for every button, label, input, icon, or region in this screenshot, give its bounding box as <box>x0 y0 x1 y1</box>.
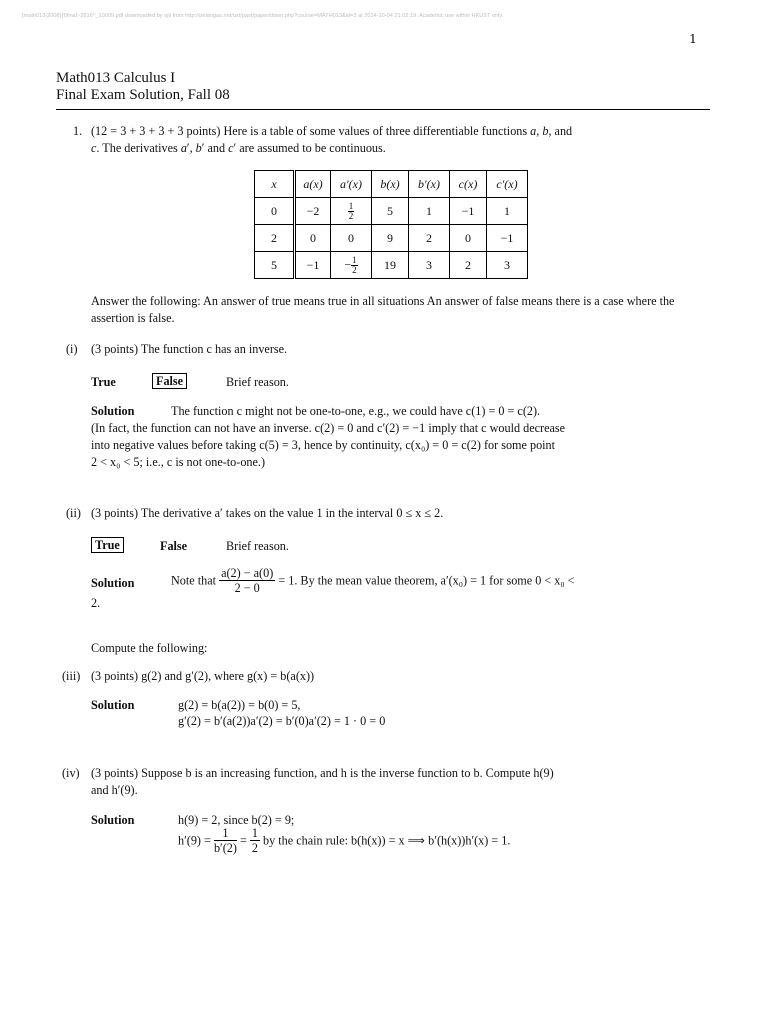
part-i-solution-line: 2 < x₀ < 5; i.e., c is not one-to-one.) <box>91 455 266 469</box>
part-iv-question: (3 points) Suppose b is an increasing function, and h is the inverse function to b. Compute h(9) <box>91 766 554 780</box>
q1-intro-cont: c. The derivatives a′, b′ and c′ are assumed to be continuous. <box>91 141 386 155</box>
table-cell: 1 <box>487 198 528 225</box>
frac-one-half: $\frac{1}{2}$ <box>348 200 354 221</box>
table-cell: 3 <box>409 252 450 279</box>
one-half-fraction: $\frac{1}{2}$ <box>251 826 258 855</box>
part-iv-solution-line: h(9) = 2, since b(2) = 9; <box>178 813 295 827</box>
part-ii-number: (ii) <box>66 506 81 520</box>
exam-title: Final Exam Solution, Fall 08 <box>56 87 230 103</box>
table-cell: 0 <box>255 198 295 225</box>
part-iii-number: (iii) <box>62 669 81 683</box>
table-row <box>255 198 528 225</box>
table-row <box>255 252 528 279</box>
table-cell: 19 <box>372 252 409 279</box>
part-ii-solution-label: Solution <box>91 576 135 590</box>
q1-number: 1. <box>73 124 83 138</box>
course-title: Math013 Calculus I <box>56 70 176 86</box>
table-header-cell: a(x) <box>295 171 331 198</box>
q1-intro-text: Here is a table of some values of three differentiable functions <box>223 124 528 138</box>
table-cell: 3 <box>487 252 528 279</box>
table-cell: 1 <box>409 198 450 225</box>
compute-heading: Compute the following: <box>91 641 208 655</box>
table-header-cell: a′(x) <box>331 171 372 198</box>
table-cell: 0 <box>295 225 331 252</box>
header-rule <box>56 109 710 110</box>
table-cell: 0 <box>450 225 487 252</box>
part-iii-question: (3 points) g(2) and g′(2), where g(x) = b(a(x)) <box>91 669 315 683</box>
part-iv-question-cont: and h′(9). <box>91 783 138 797</box>
table-header-cell: c′(x) <box>487 171 528 198</box>
table-cell: 2 <box>450 252 487 279</box>
part-ii-false-option: False <box>160 539 188 553</box>
values-table <box>254 170 528 279</box>
part-iii-solution-line: g′(2) = b′(a(2))a′(2) = b′(0)a′(2) = 1 · 0 = 0 <box>178 714 386 728</box>
part-i-solution-line: The function c might not be one-to-one, e.g., we could have c(1) = 0 = c(2). <box>171 404 541 418</box>
part-iv-number: (iv) <box>62 766 80 780</box>
part-iv-solution-label: Solution <box>91 813 135 827</box>
table-cell: 0 <box>331 225 372 252</box>
q1-points: (12 = 3 + 3 + 3 + 3 points) <box>91 124 221 138</box>
table-cell: 5 <box>255 252 295 279</box>
part-i-question: (3 points) The function c has an inverse. <box>91 342 288 356</box>
mvt-fraction: $\frac{a(2) - a(0)}{2 - 0}$ <box>221 566 274 595</box>
table-cell: −1 <box>450 198 487 225</box>
part-iv-solution-line: h′(9) = $\frac{1}{b'(2)}$ = $\frac{1}{2}$ by the chain rule: b(h(x)) = x ⟹ b′(h(x))h′(x) = 1. <box>178 826 511 855</box>
part-iii-solution-line: g(2) = b(a(2)) = b(0) = 5, <box>178 698 301 712</box>
table-cell: 2 <box>255 225 295 252</box>
table-cell: 2 <box>409 225 450 252</box>
table-header-cell: b(x) <box>372 171 409 198</box>
table-cell <box>331 198 372 225</box>
part-i-solution-line: (In fact, the function can not have an inverse. c(2) = 0 and c′(2) = −1 imply that c would decrease <box>91 421 566 435</box>
table-cell: 5 <box>372 198 409 225</box>
part-ii-solution-line: Note that $\frac{a(2) - a(0)}{2 - 0}$ = 1. By the mean value theorem, a′(x₀) = 1 for some 0 < x₀ < <box>171 566 575 595</box>
part-i-true-option: True <box>91 375 116 389</box>
table-cell: −1 <box>487 225 528 252</box>
part-ii-question: (3 points) The derivative a′ takes on the value 1 in the interval 0 ≤ x ≤ 2. <box>91 506 444 520</box>
part-ii-true-option-selected: True <box>91 537 124 554</box>
part-i-solution-line: into negative values before taking c(5) = 3, hence by continuity, c(x₀) = 0 = c(2) for some point <box>91 438 556 452</box>
part-ii-solution-wrap: 2. <box>91 596 101 610</box>
part-i-false-option-selected: False <box>152 373 187 390</box>
frac-one-half: $\frac{1}{2}$ <box>352 254 357 275</box>
part-ii-brief-reason: Brief reason. <box>226 539 289 553</box>
part-i-solution-label: Solution <box>91 404 135 418</box>
table-header-row <box>255 171 528 198</box>
q1-instructions: Answer the following: An answer of true means true in all situations An answer of false means there is a case where the assertion is false. <box>91 294 675 325</box>
part-i-number: (i) <box>66 342 78 356</box>
table-cell: − $\frac{1}{2}$ <box>331 252 372 279</box>
table-cell: −1 <box>295 252 331 279</box>
table-header-cell: b′(x) <box>409 171 450 198</box>
part-iii-solution-label: Solution <box>91 698 135 712</box>
table-cell: −2 <box>295 198 331 225</box>
part-i-brief-reason: Brief reason. <box>226 375 289 389</box>
q1-intro: (12 = 3 + 3 + 3 + 3 points) Here is a table of some values of three differentiable functions a, b, and <box>91 124 573 138</box>
table-cell: 9 <box>372 225 409 252</box>
table-header-cell: c(x) <box>450 171 487 198</box>
table-row <box>255 225 528 252</box>
download-watermark: [math013(2008)(f)final~2816^_10009.pdf downloaded by ojli from http://pelangas.net/ust/past/paper/down.php?course=MATH013&id=3 at 2014-10-04 21:02:19. Academic use within HKUST only. <box>22 13 504 19</box>
page-number: 1 <box>689 31 697 46</box>
inverse-derivative-fraction: $\frac{1}{b'(2)}$ <box>213 826 237 855</box>
table-header-cell: x <box>255 171 295 198</box>
